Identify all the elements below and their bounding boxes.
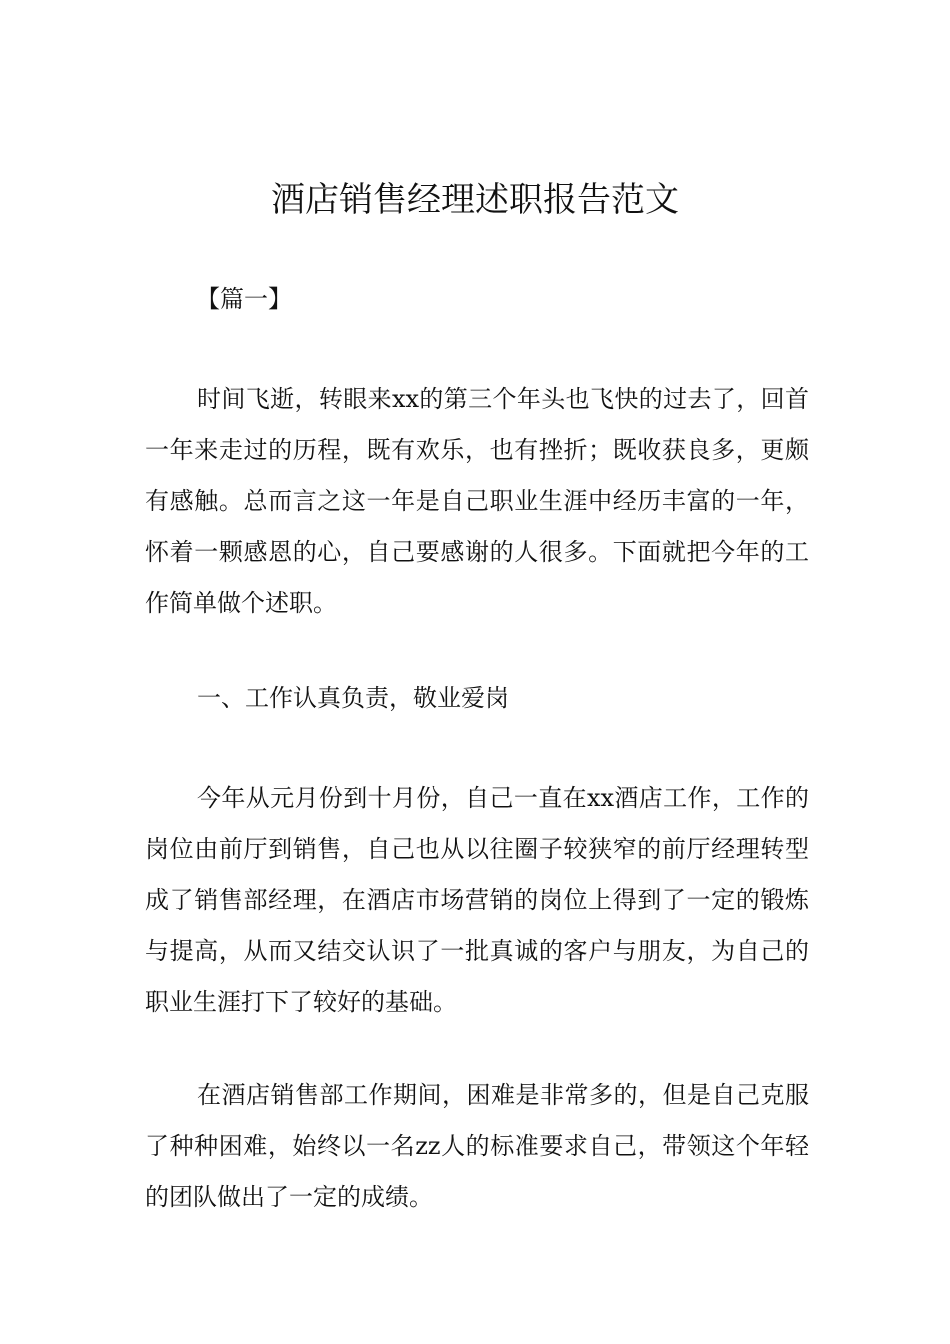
paragraph-work: 今年从元月份到十月份，自己一直在xx酒店工作，工作的岗位由前厅到销售，自己也从以往圈子较狭窄的前厅经理转型成了销售部经理，在酒店市场营销的岗位上得到了一定的锻炼与提高，从而又结交认识了一批真诚的客户与朋友，为自己的职业生涯打下了较好的基础。 — [145, 784, 809, 1016]
section-tag: 【篇一】 — [196, 285, 292, 313]
section-heading: 一、工作认真负责，敬业爱岗 — [197, 684, 509, 712]
paragraph-intro: 时间飞逝，转眼来xx的第三个年头也飞快的过去了，回首一年来走过的历程，既有欢乐，也有挫折；既收获良多，更颇有感触。总而言之这一年是自己职业生涯中经历丰富的一年，怀着一颗感恩的心，自己要感谢的人很多。下面就把今年的工作简单做个述职。 — [145, 385, 809, 617]
document-title: 酒店销售经理述职报告范文 — [271, 180, 679, 220]
paragraph-sales: 在酒店销售部工作期间，困难是非常多的，但是自己克服了种种困难，始终以一名zz人的标准要求自己，带领这个年轻的团队做出了一定的成绩。 — [145, 1081, 809, 1211]
